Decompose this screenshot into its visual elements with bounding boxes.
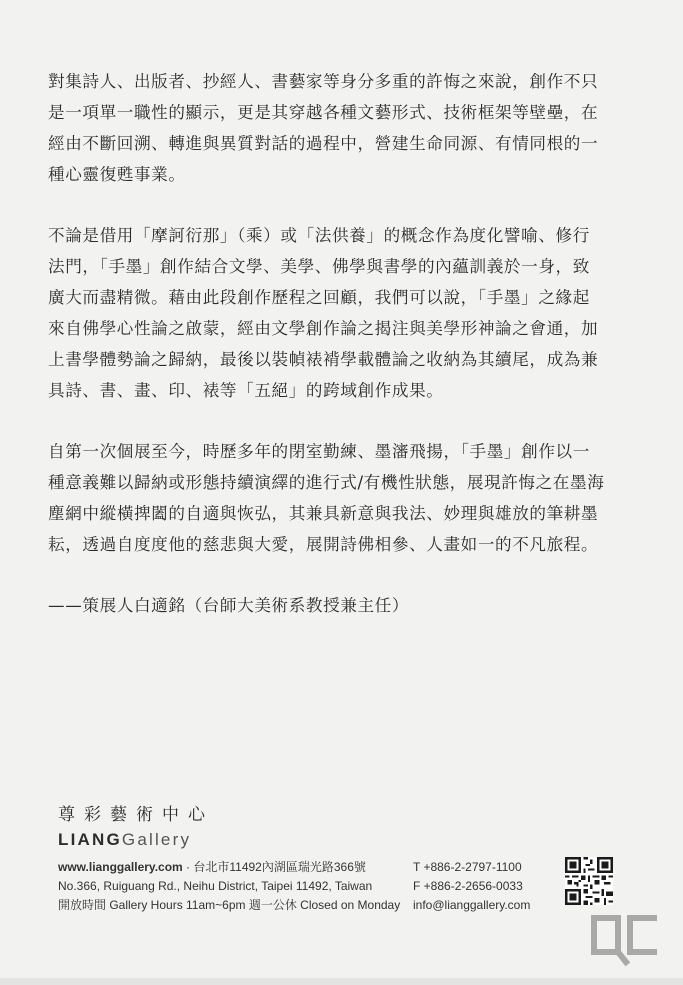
address-chinese: · 台北市11492內湖區瑞光路366號 xyxy=(182,860,366,874)
essay-paragraph-3: 自第一次個展至今，時歷多年的閉室勤練、墨瀋飛揚，「手墨」創作以一 種意義難以歸納或形態持續演繹的進行式/有機性狀態，展現許悔之在墨海 塵網中縱橫捭闔的自適與恢弘，其兼具新意與我法、妙理與雄放的筆耕墨 耘，透過自度度他的慈悲與大愛，展開詩佛相參、人畫如一的不凡旅程。 xyxy=(48,442,605,554)
telephone: T +886-2-2797-1100 xyxy=(413,860,522,874)
brand-en-light: Gallery xyxy=(121,830,192,849)
address-block xyxy=(58,858,400,915)
opening-hours: 開放時間 Gallery Hours 11am~6pm 週一公休 Closed on Monday xyxy=(58,898,401,912)
essay-paragraph-1: 對集詩人、出版者、抄經人、書藝家等身分多重的許悔之來說，創作不只 是一項單一職性的顯示，更是其穿越各種文藝形式、技術框架等壁壘，在 經由不斷回溯、轉進與異質對話的過程中，營建生命同源、有情同根的一 種心靈復甦事業。 xyxy=(48,72,599,184)
fax: F +886-2-2656-0033 xyxy=(413,879,523,893)
qr-code-icon xyxy=(565,857,613,905)
essay-paragraph-2: 不論是借用「摩訶衍那」（乘）或「法供養」的概念作為度化譬喻、修行 法門，「手墨」創作結合文學、美學、佛學與書學的內蘊訓義於一身，致 廣大而盡精微。藉由此段創作歷程之回顧，我們可以說，「手墨」之緣起 來自佛學心性論之啟蒙，經由文學創作論之揭注與美學形神論之會通，加 上書學體勢論之歸納，最後以裝幀裱褙學載體論之收納為其續尾，成為兼 具詩、書、畫、印、裱等「五絕」的跨域創作成果。 xyxy=(48,226,599,400)
gallery-name-chinese: 尊彩藝術中心 xyxy=(58,805,214,825)
address-english: No.366, Ruiguang Rd., Neihu District, Taipei 11492, Taiwan xyxy=(58,879,373,893)
website-link[interactable]: www.lianggallery.com xyxy=(58,860,183,874)
essay-body xyxy=(48,66,638,621)
curator-signature: ——策展人白適銘（台師大美術系教授兼主任） xyxy=(48,596,410,615)
contact-block xyxy=(413,858,530,915)
brand-en-bold: LIANG xyxy=(58,830,122,849)
bottom-strip xyxy=(0,978,683,985)
email-link[interactable]: info@lianggallery.com xyxy=(413,898,531,912)
watermark-logo-icon xyxy=(588,912,660,968)
gallery-name-english xyxy=(58,830,191,850)
